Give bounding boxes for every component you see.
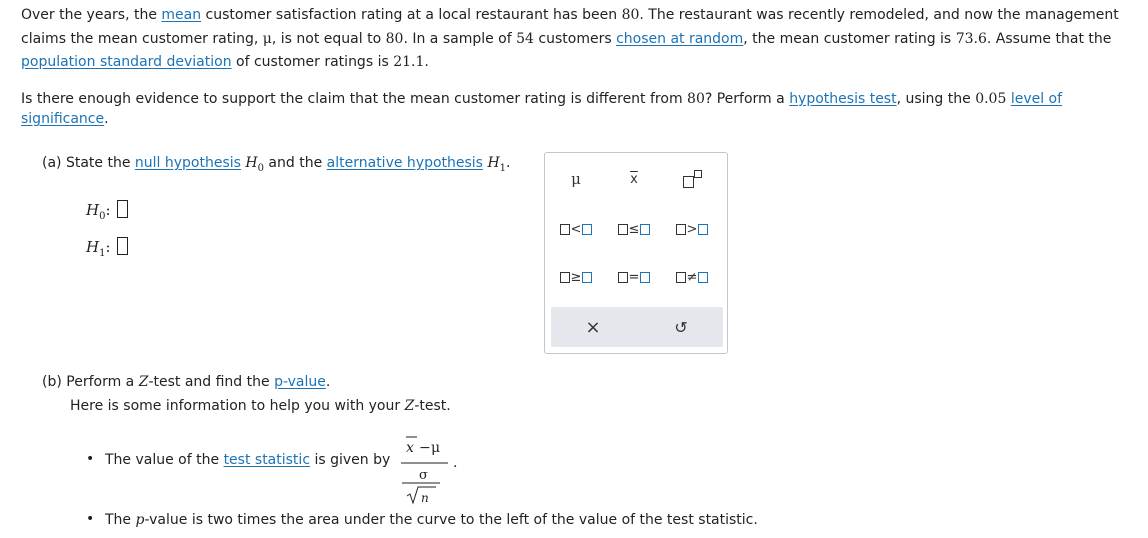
link-population-standard-deviation[interactable]: population standard deviation <box>21 54 232 71</box>
svg-text:σ: σ <box>419 468 428 483</box>
mu-button[interactable]: μ <box>571 170 581 188</box>
part-b-prompt: (b) Perform a Z-test and find the p-value. <box>42 374 331 390</box>
bullet-icon: • <box>86 451 95 467</box>
svg-text:.: . <box>453 455 458 471</box>
symbol-palette <box>544 152 728 354</box>
null-hypothesis-input[interactable] <box>117 200 128 218</box>
greater-equal-button[interactable]: ≥ <box>554 265 598 289</box>
alternative-hypothesis-input[interactable] <box>117 237 128 255</box>
equals-button[interactable]: = <box>612 265 656 289</box>
less-than-button[interactable]: < <box>554 217 598 241</box>
clear-button[interactable] <box>571 315 615 339</box>
svg-text:μ: μ <box>431 440 441 456</box>
svg-text:x: x <box>406 440 414 456</box>
close-icon: × <box>585 316 601 338</box>
bullet-p-value: • The p-value is two times the area under the curve to the left of the value of the test statistic. <box>86 511 758 528</box>
link-test-statistic[interactable]: test statistic <box>223 452 311 468</box>
link-hypothesis-test[interactable]: hypothesis test <box>789 91 897 107</box>
part-b-info: Here is some information to help you with your Z-test. <box>70 398 451 414</box>
link-level-of-significance[interactable]: level of significance <box>21 91 1063 127</box>
question-text: Is there enough evidence to support the claim that the mean customer rating is different from 80? Perform a hypothesis test, using the 0.05 level of significance. <box>21 91 1063 127</box>
greater-than-button[interactable]: > <box>670 217 714 241</box>
link-alternative-hypothesis[interactable]: alternative hypothesis <box>326 155 483 171</box>
xbar-button[interactable]: $\overline{x}$ <box>630 171 638 187</box>
superscript-button[interactable] <box>670 167 714 191</box>
link-chosen-at-random[interactable]: chosen at random <box>616 30 744 47</box>
bullet-test-statistic: • The value of the test statistic is given by <box>86 451 391 468</box>
undo-icon: ↺ <box>674 317 688 337</box>
link-p-value[interactable]: p-value <box>274 374 326 390</box>
part-a-prompt: (a) State the null hypothesis $H_0$ and the alternative hypothesis $H_1$. <box>42 155 511 174</box>
z-statistic-formula <box>398 433 458 509</box>
palette-toolbar <box>551 307 723 347</box>
svg-text:n: n <box>421 491 429 505</box>
link-mean[interactable]: mean <box>161 7 202 23</box>
not-equal-button[interactable]: ≠ <box>670 265 714 289</box>
superscript-icon <box>682 170 702 188</box>
null-hypothesis-row: $H_0$: <box>86 200 128 222</box>
link-null-hypothesis[interactable]: null hypothesis <box>134 155 241 171</box>
alternative-hypothesis-row: $H_1$: <box>86 237 128 259</box>
less-equal-button[interactable]: ≤ <box>612 217 656 241</box>
bullet-icon: • <box>86 511 95 527</box>
svg-text:−: − <box>419 440 431 456</box>
problem-intro: Over the years, the mean customer satisfaction rating at a local restaurant has been 80. The restaurant was recently remodeled, and now the management claims the mean customer rating, μ, is not equal to 80. In a sample of 54 customers chosen at random, the mean customer rating is 73.6. Assume that the population standard deviation of customer ratings is 21.1. <box>21 7 1119 71</box>
undo-button[interactable] <box>659 315 703 339</box>
